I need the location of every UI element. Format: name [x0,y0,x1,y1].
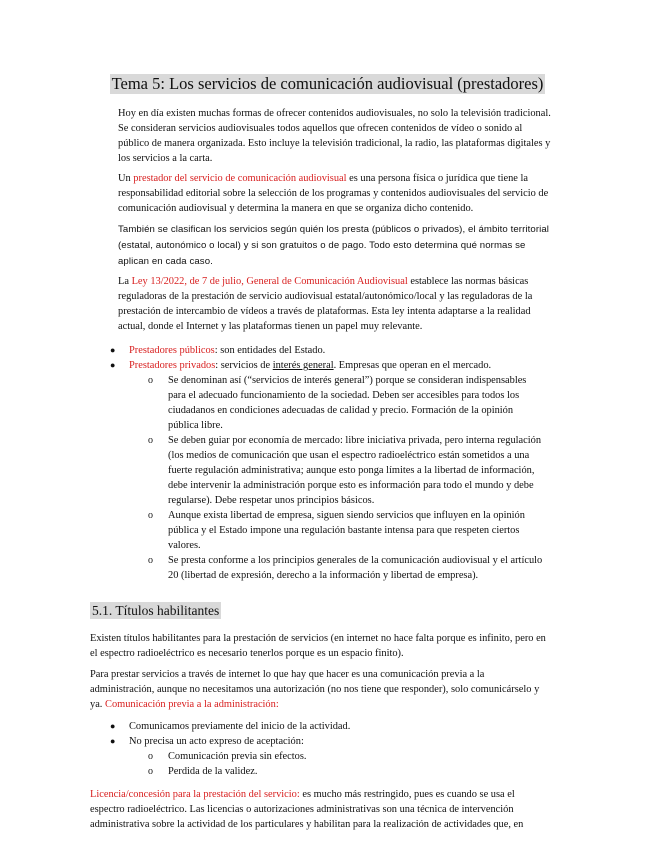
ley-term: Ley 13/2022, de 7 de julio, General de Comunicación Audiovisual [131,276,408,287]
titulos-paragraph-1: Existen títulos habilitantes para la prestación de servicios (en internet no hace falta porque es infinito, pero en el espectro radioeléctrico es necesario tenerlos porque es un espacio finito). [90,633,546,659]
lic-rest: es mucho más restringido, pues es cuando se usa el espectro radioeléctrico. Las licencias o autorizaciones administrativas son una técnica de intervención administrativa sobre la actividad de los particulares y habilitan para la realización de actividades que, en [90,789,524,830]
circle-bullet-icon: o [148,751,153,762]
sublist-item [148,553,546,583]
sublist-item [148,433,546,508]
classification-paragraph: También se clasifican los servicios según quién los presta (públicos o privados), el ámbito territorial (estatal, autonómico o local) y si son gratuitos o de pago. Todo esto determina qué normas se aplican en cada caso. [118,224,550,267]
section-heading: 5.1. Títulos habilitantes [92,603,220,618]
ley-rest: establece las normas básicas reguladoras de la prestación de servicio audiovisual estatal/autonómico/local y las reguladoras de la prestación de intercambio de vídeos a través de plataformas. Esta ley intenta adaptarse a la realidad actual, donde el Internet y las plataformas tienen un papel muy relevante. [118,276,533,332]
sub-text: Se presta conforme a los principios generales de la comunicación audiovisual y el artículo 20 (libertad de expresión, derecho a la información y libertad de empresa). [168,555,543,581]
sub-text: Se denominan así (“servicios de interés general”) porque se consideran indispensables para el adecuado funcionamiento de la sociedad. Deben ser accesibles para todos los ciudadanos en condiciones adecuadas de calidad y precio. Formación de la opinión pública libre. [168,375,527,431]
pub-term: Prestadores públicos [129,345,215,356]
circle-bullet-icon: o [148,766,153,777]
sublist-item [148,373,546,433]
priv-rest: . Empresas que operan en el mercado. [333,360,492,371]
definition-paragraph [118,171,554,216]
comunicacion-sublist [148,749,546,779]
comunicacion-list [110,719,549,749]
list-item-privados [110,358,549,373]
priv-underlined: interés general [272,360,334,371]
circle-bullet-icon: o [148,375,153,386]
sub-text: Comunicación previa sin efectos. [168,751,307,762]
privados-sublist [148,373,546,583]
priv-term: Prestadores privados [129,360,216,371]
list-item [110,734,549,749]
licencia-paragraph [90,787,550,832]
prestadores-list [110,343,549,373]
tit2-pre: Para prestar servicios a través de internet lo que hay que hacer es una comunicación previa a la administración, aunque no necesitamos una autorización (no nos tiene que responder), solo comunicárselo y ya. [90,669,540,710]
sub-text: Aunque exista libertad de empresa, siguen siendo servicios que influyen en la opinión pública y el Estado impone una regulación bastante intensa para que respeten ciertos valores. [168,510,525,551]
circle-bullet-icon: o [148,435,153,446]
def-pre: Un [118,173,134,184]
title-row [0,74,655,94]
sub-text: Se deben guiar por economía de mercado: libre iniciativa privada, pero interna regulación (los medios de comunicación que usan el espectro radioeléctrico están sometidos a una fuerte regulación administrativa; aunque esto ponga límites a la libertad de información, debe intervenir la administración porque esto es información para todo el mundo y debe regularse). Debe respetar unos principios básicos. [168,435,542,506]
tit2-term: Comunicación previa a la administración: [105,699,279,710]
bullet-icon: ● [110,721,116,731]
page-title: Tema 5: Los servicios de comunicación audiovisual (prestadores) [111,74,544,93]
priv-mid: : servicios de [215,360,273,371]
com-b: No precisa un acto expreso de aceptación: [129,736,304,747]
circle-bullet-icon: o [148,510,153,521]
titulos-paragraph-2 [90,667,550,712]
bullet-icon: ● [110,345,116,355]
circle-bullet-icon: o [148,555,153,566]
def-term: prestador del servicio de comunicación audiovisual [133,173,347,184]
intro-paragraph: Hoy en día existen muchas formas de ofrecer contenidos audiovisuales, no solo la televisión tradicional. Se consideran servicios audiovisuales todos aquellos que ofrecen contenidos de vídeo o sonido al público de manera organizada. Esto incluye la televisión tradicional, la radio, las plataformas digitales y los servicios a la carta. [118,108,551,164]
bullet-icon: ● [110,736,116,746]
ley-paragraph [118,274,554,334]
list-item [110,719,549,734]
sublist-item [148,749,546,764]
pub-rest: : son entidades del Estado. [214,345,326,356]
sublist-item [148,508,546,553]
list-item-publicos [110,343,549,358]
def-rest: es una persona física o jurídica que tiene la responsabilidad editorial sobre la selección de los programas y contenidos audiovisuales del servicio de comunicación audiovisual y determina la manera en que se organiza dicho contenido. [118,173,549,214]
lic-term: Licencia/concesión para la prestación del servicio: [90,789,300,800]
sub-text: Perdida de la validez. [168,766,258,777]
bullet-icon: ● [110,360,116,370]
com-a: Comunicamos previamente del inicio de la actividad. [129,721,351,732]
ley-pre: La [118,276,132,287]
sublist-item [148,764,546,779]
